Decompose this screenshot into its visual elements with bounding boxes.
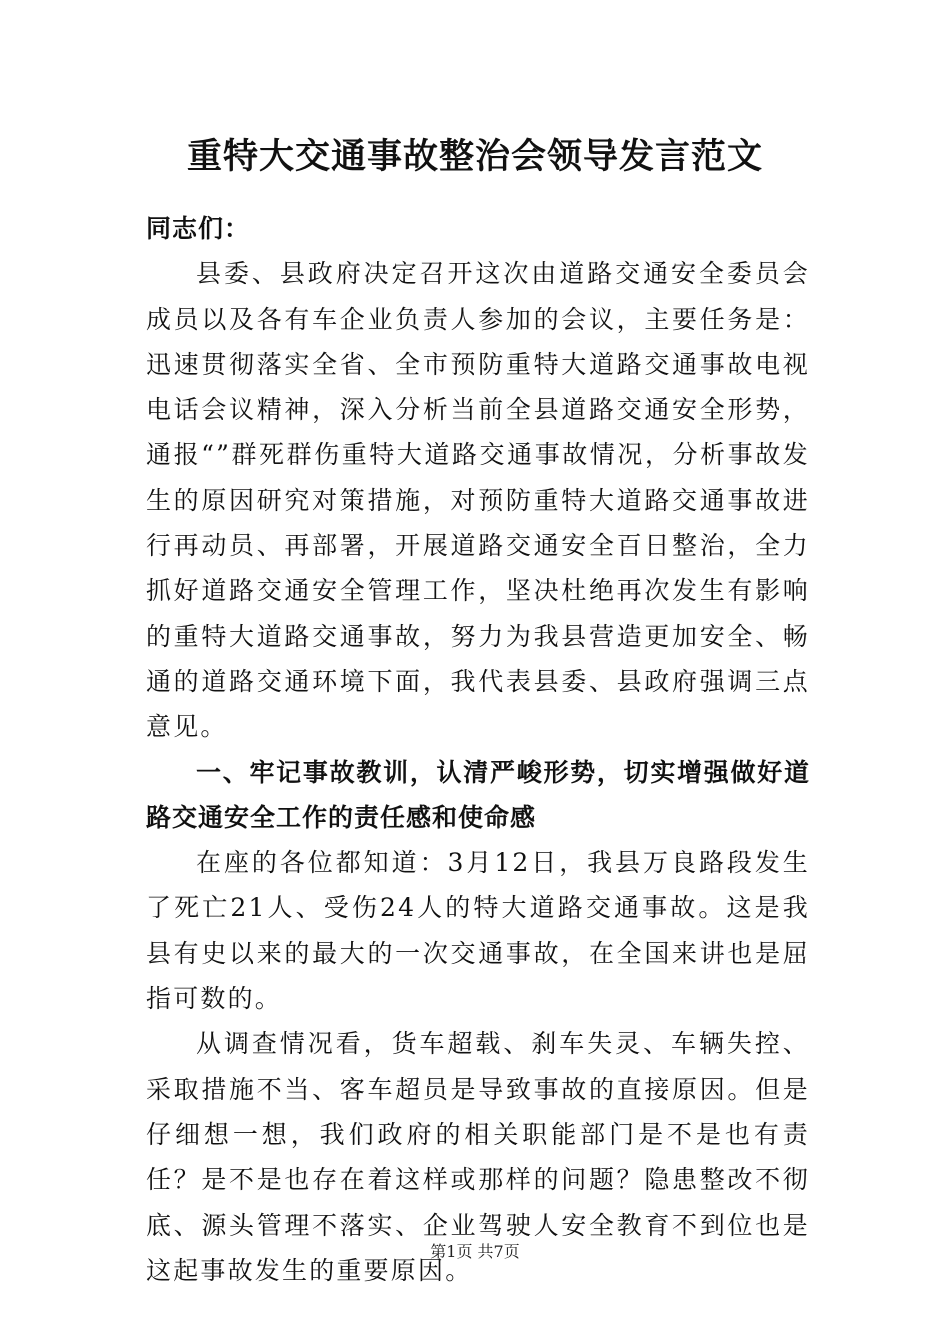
salutation: 同志们：: [146, 214, 251, 243]
paragraph-accident: 在座的各位都知道：3月12日，我县万良路段发生了死亡21人、受伤24人的特大道路交通事故。这是我县有史以来的最大的一次交通事故，在全国来讲也是屈指可数的。: [146, 848, 810, 1014]
paragraph-intro: 县委、县政府决定召开这次由道路交通安全委员会成员以及各有车企业负责人参加的会议，主要任务是：迅速贯彻落实全省、全市预防重特大道路交通事故电视电话会议精神，深入分析当前全县道路交通安全形势，通报“”群死群伤重特大道路交通事故情况，分析事故发生的原因研究对策措施，对预防重特大道路交通事故进行再动员、再部署，开展道路交通安全百日整治，全力抓好道路交通安全管理工作，坚决杜绝再次发生有影响的重特大道路交通事故，努力为我县营造更加安全、畅通的道路交通环境下面，我代表县委、县政府强调三点意见。: [146, 259, 810, 742]
document-body: [146, 206, 810, 1293]
section-heading-1: 一、牢记事故教训，认清严峻形势，切实增强做好道路交通安全工作的责任感和使命感: [146, 757, 810, 832]
paragraph-causes: 从调查情况看，货车超载、刹车失灵、车辆失控、采取措施不当、客车超员是导致事故的直接原因。但是仔细想一想，我们政府的相关职能部门是不是也有责任？是不是也存在着这样或那样的问题？隐患整改不彻底、源头管理不落实、企业驾驶人安全教育不到位也是这起事故发生的重要原因。: [146, 1029, 810, 1285]
document-title: 重特大交通事故整治会领导发言范文: [186, 136, 763, 177]
page-footer: 第1页 共7页: [430, 1242, 520, 1261]
